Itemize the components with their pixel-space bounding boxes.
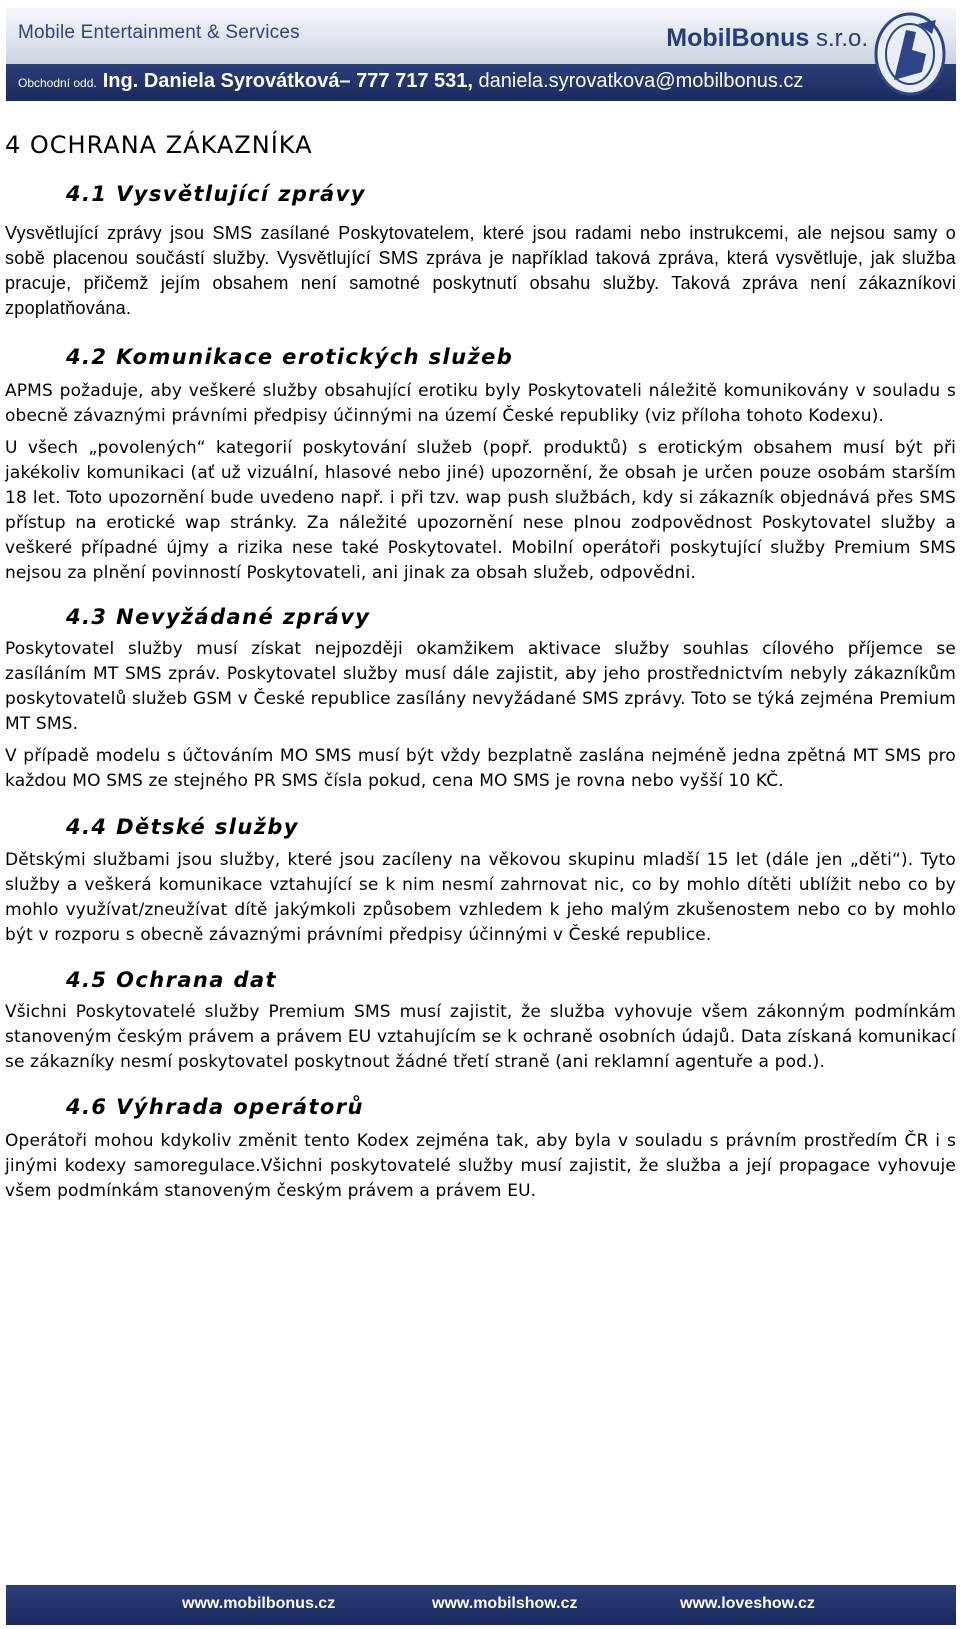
section-paragraph: APMS požaduje, aby veškeré služby obsahující erotiku byly Poskytovateli náležitě komunikovány v souladu s obecně závaznými právními předpisy účinnými na území České republiky (viz příloha tohoto Kodexu).: [5, 381, 956, 426]
footer-link-mobilbonus[interactable]: www.mobilbonus.cz: [182, 1595, 336, 1612]
section-paragraph: Vysvětlující zprávy jsou SMS zasílané Poskytovatelem, které jsou radami nebo instrukcemi, ale nejsou samy o sobě placenou součástí služby. Vysvětlující SMS zpráva je například taková zpráva, která vysvětluje, jak služba pracuje, přičemž jejím obsahem není samotné poskytnutí obsahu služby. Taková zpráva není zákazníkovi zpoplatňována.: [5, 223, 956, 318]
chapter-title: 4 OCHRANA ZÁKAZNÍKA: [5, 131, 313, 159]
section-paragraph: Všichni Poskytovatelé služby Premium SMS musí zajistit, že služba vyhovuje všem zákonným podmínkám stanoveným českým právem a právem EU vztahujícím se k ochraně osobních údajů. Data získaná komunikací se zákazníky nesmí poskytovatel poskytnout žádné třetí straně (ani reklamní agentuře a pod.).: [5, 1002, 956, 1072]
document-body: [5, 128, 956, 1204]
section-paragraph: V případě modelu s účtováním MO SMS musí být vždy bezplatně zaslána nejméně jedna zpětná MT SMS pro každou MO SMS ze stejného PR SMS čísla pokud, cena MO SMS je rovna nebo vyšší 10 KČ.: [5, 746, 956, 791]
section-heading: 4.4 Dětské služby: [66, 815, 299, 839]
header-contact: [18, 70, 803, 93]
brand-suffix: s.r.o.: [809, 25, 868, 52]
section-paragraph: Poskytovatel služby musí získat nejpozději okamžikem aktivace služby souhlas cílového příjemce se zasíláním MT SMS zpráv. Poskytovatel služby musí dále zajistit, aby jeho prostřednictvím nebyly zákazníkům poskytovatelů služeb GSM v České republice zasílány nevyžádané SMS zprávy. Toto se týká zejména Premium MT SMS.: [5, 639, 956, 734]
contact-person: Ing. Daniela Syrovátková– 777 717 531,: [102, 70, 473, 92]
section-heading: 4.6 Výhrada operátorů: [66, 1095, 364, 1119]
contact-prefix: Obchodní odd.: [18, 76, 97, 90]
section-paragraph: U všech „povolených“ kategorií poskytování služeb (popř. produktů) s erotickým obsahem musí být při jakékoliv komunikaci (ať už vizuální, hlasové nebo jiné) upozornění, že obsah je určen pouze osobám starším 18 let. Toto upozornění bude uvedeno např. i při tzv. wap push službách, kdy si zákazník objednává přes SMS přístup na erotické wap stránky. Za náležité upozornění nese plnou zodpovědnost Poskytovatel služby a veškeré případné újmy a rizika nese také Poskytovatel. Mobilní operátoři poskytující služby Premium SMS nejsou za plnění povinností Poskytovateli, ani jinak za obsah služeb, odpovědni.: [5, 438, 956, 583]
footer-banner: [6, 1585, 956, 1625]
footer-link-loveshow[interactable]: www.loveshow.cz: [680, 1595, 815, 1612]
brand-name-text: MobilBonus: [666, 24, 810, 52]
header-banner: [6, 8, 956, 101]
section-heading: 4.1 Vysvětlující zprávy: [66, 182, 366, 206]
mobilbonus-logo-icon: [866, 10, 950, 100]
footer-link-mobilshow[interactable]: www.mobilshow.cz: [432, 1595, 578, 1612]
section-heading: 4.5 Ochrana dat: [66, 968, 277, 992]
section-heading: 4.3 Nevyžádané zprávy: [66, 605, 371, 629]
brand-name: [666, 24, 868, 53]
section-paragraph: Operátoři mohou kdykoliv změnit tento Kodex zejména tak, aby byla v souladu s právním prostředím ČR i s jinými kodexy samoregulace.Všichni poskytovatelé služby musí zajistit, že služba a její propagace vyhovuje všem podmínkám stanoveným českým právem a právem EU.: [5, 1131, 956, 1201]
section-paragraph: Dětskými službami jsou služby, které jsou zacíleny na věkovou skupinu mladší 15 let (dále jen „děti“). Tyto služby a veškerá komunikace vztahující se k nim nesmí zahrnovat nic, co by mohlo dítěti ublížit nebo co by mohlo využívat/zneužívat dítě jakýmkoli způsobem vzhledem k jeho malým zkušenostem nebo co by mohlo být v rozporu s obecně závaznými právními předpisy účinnými v České republice.: [5, 850, 956, 945]
section-heading: 4.2 Komunikace erotických služeb: [66, 345, 514, 369]
contact-email: daniela.syrovatkova@mobilbonus.cz: [472, 70, 804, 92]
header-left-title: Mobile Entertainment & Services: [18, 22, 300, 43]
